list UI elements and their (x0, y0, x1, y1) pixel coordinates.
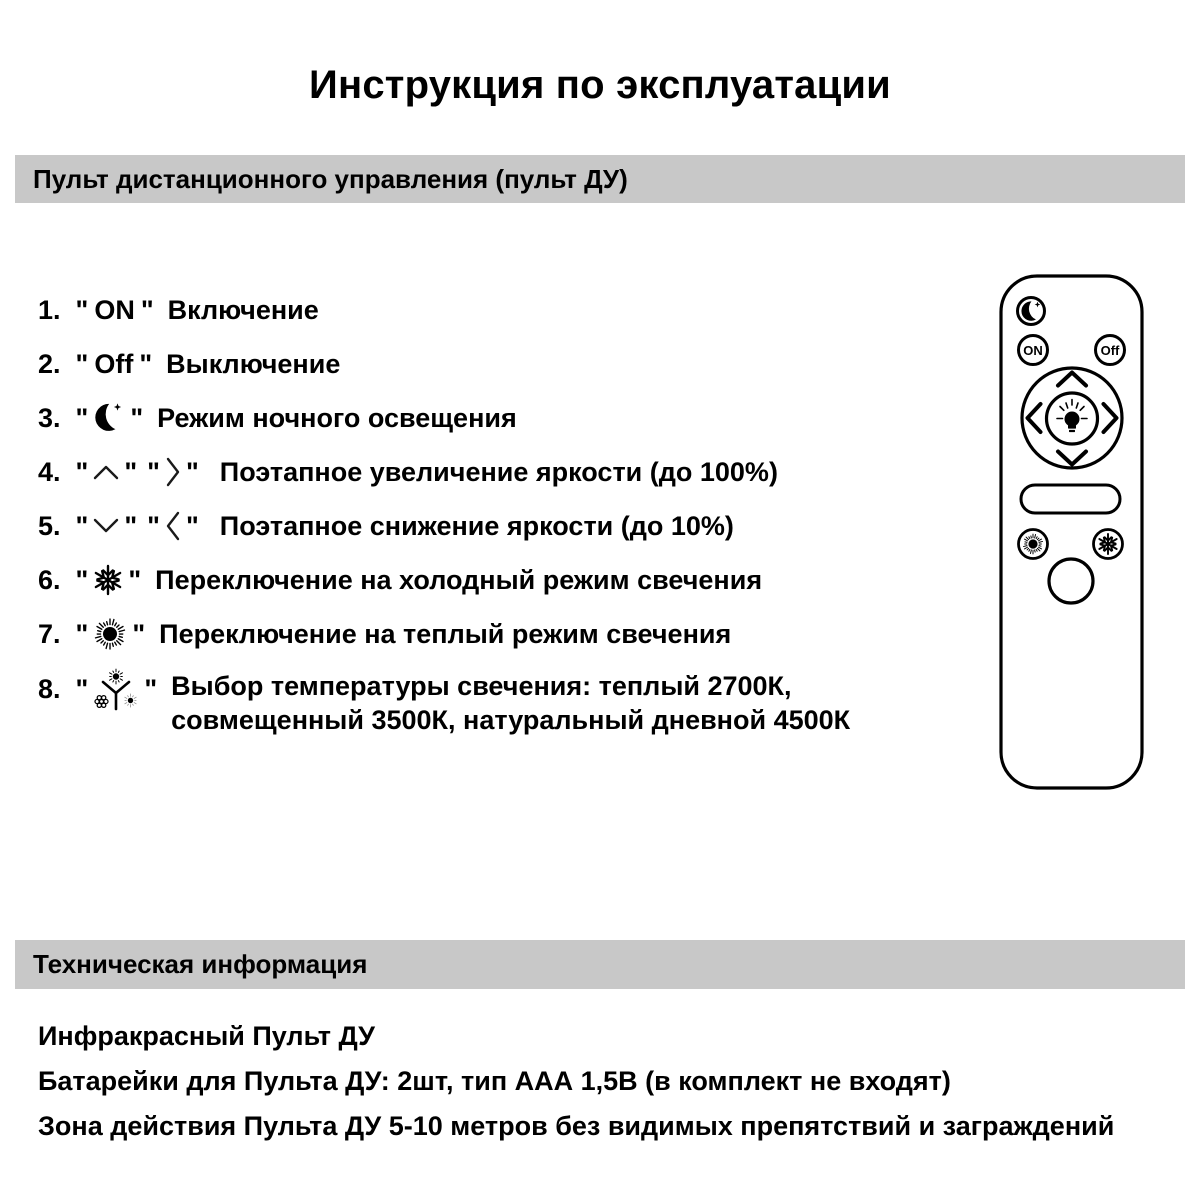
long-pill-button (1021, 485, 1120, 513)
on-button-text: ON (1023, 342, 1043, 358)
chevron-left-icon (165, 510, 181, 542)
quote-mark: " (147, 456, 160, 487)
instruction-item-warm-mode (38, 607, 938, 661)
instruction-list (38, 283, 938, 737)
warm-mode-button (1019, 530, 1048, 559)
quote-mark: " (185, 456, 199, 487)
item-label (171, 669, 850, 737)
chevron-right-icon (165, 456, 181, 488)
quote-mark: " (130, 402, 144, 433)
quote-mark: " (75, 564, 89, 595)
nav-pad (1022, 368, 1122, 468)
section-header-remote (15, 155, 1185, 203)
off-button (1096, 336, 1125, 365)
quote-mark: " (124, 510, 138, 541)
quote-mark: " (132, 618, 146, 649)
item-number: 1. (38, 294, 61, 325)
page-title: Инструкция по эксплуатации (309, 63, 891, 107)
item-label-line2: совмещенный 3500К, натуральный дневной 4500К (171, 705, 851, 735)
quote-mark: " (144, 674, 158, 704)
instruction-item-off (38, 337, 938, 391)
quote-mark: " (139, 348, 153, 379)
item-number: 2. (38, 348, 61, 379)
item-number: 5. (38, 510, 61, 541)
item-number: 6. (38, 564, 61, 595)
tech-line-range: Зона действия Пульта ДУ 5-10 метров без видимых препятствий и заграждений (38, 1111, 1115, 1141)
quote-mark: " (128, 564, 142, 595)
on-button-label: ON (94, 294, 135, 325)
quote-mark: " (75, 618, 89, 649)
item-number: 8. (38, 674, 61, 704)
item-label: Переключение на холодный режим свечения (155, 564, 763, 595)
instruction-item-night-mode (38, 391, 938, 445)
quote-mark: " (185, 510, 199, 541)
quote-mark: " (75, 294, 89, 325)
section-header-remote-label: Пульт дистанционного управления (пульт ДУ) (33, 163, 628, 194)
item-label: Поэтапное увеличение яркости (до 100%) (219, 456, 778, 487)
cold-mode-button (1094, 530, 1123, 559)
moon-icon (93, 401, 125, 435)
instruction-item-cold-mode (38, 553, 938, 607)
item-label: Включение (167, 294, 319, 325)
item-number: 4. (38, 456, 61, 487)
plain-round-button (1049, 559, 1093, 603)
sun-icon (93, 617, 127, 651)
instruction-item-on (38, 283, 938, 337)
off-button-text: Off (1100, 342, 1120, 358)
item-label: Режим ночного освещения (157, 402, 517, 433)
item-number: 7. (38, 618, 61, 649)
chevron-down-icon (93, 518, 119, 534)
instruction-item-temperature-select (38, 661, 938, 737)
quote-mark: " (75, 674, 89, 704)
quote-mark: " (75, 402, 89, 433)
snowflake-icon (93, 565, 123, 595)
item-number: 3. (38, 402, 61, 433)
off-button-label: Off (94, 348, 134, 379)
item-label: Поэтапное снижение яркости (до 10%) (219, 510, 734, 541)
temperature-select-icon (93, 669, 139, 713)
quote-mark: " (140, 294, 154, 325)
tech-line-remote-type: Инфракрасный Пульт ДУ (38, 1021, 375, 1051)
item-label: Переключение на теплый режим свечения (159, 618, 732, 649)
quote-mark: " (75, 456, 89, 487)
instruction-item-brightness-down (38, 499, 938, 553)
instruction-item-brightness-up (38, 445, 938, 499)
tech-line-batteries: Батарейки для Пульта ДУ: 2шт, тип ААА 1,5В (в комплект не входят) (38, 1066, 951, 1096)
item-label-line1: Выбор температуры свечения: теплый 2700К, (171, 671, 792, 701)
remote-control-illustration (993, 268, 1153, 800)
quote-mark: " (75, 510, 89, 541)
item-label: Выключение (166, 348, 341, 379)
quote-mark: " (124, 456, 138, 487)
night-mode-button (1018, 298, 1045, 325)
on-button (1019, 336, 1048, 365)
quote-mark: " (147, 510, 160, 541)
chevron-up-icon (93, 464, 119, 480)
quote-mark: " (75, 348, 89, 379)
section-header-tech (15, 940, 1185, 989)
technical-info (38, 1014, 1114, 1149)
section-header-tech-label: Техническая информация (33, 949, 368, 979)
